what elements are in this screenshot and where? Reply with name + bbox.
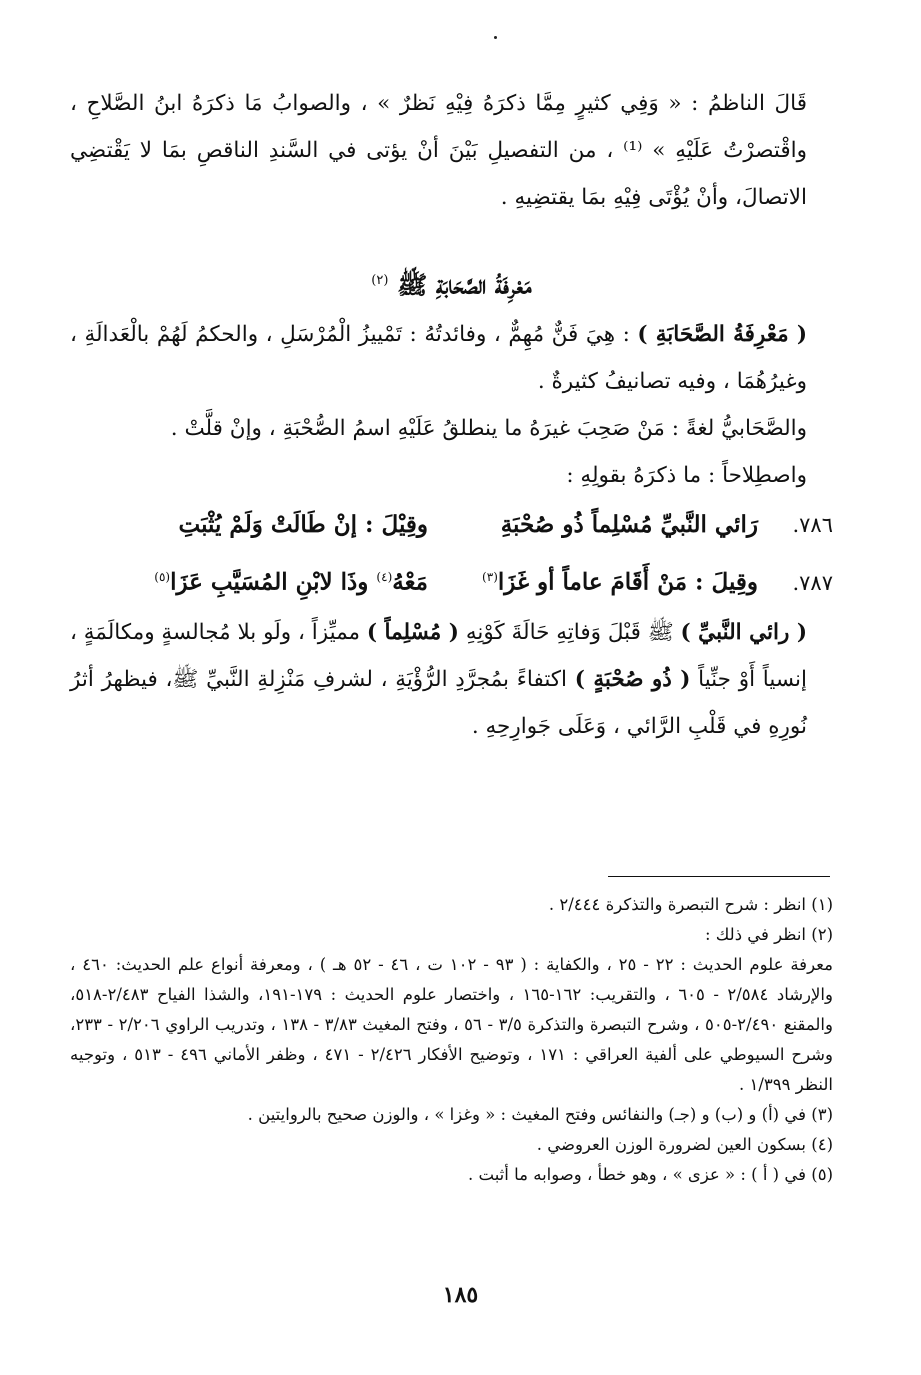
footnotes — [70, 890, 833, 1190]
term-bold: ( مَعْرِفَةُ الصَّحَابَةِ ) — [637, 322, 807, 348]
verse-hemistich-2: وقِيْلَ : إنْ طَالَتْ وَلَمْ يُثْبَتِ — [178, 511, 428, 539]
verse-text: وقِيلَ : مَنْ أَقَامَ عاماً أو غَزَا — [497, 568, 758, 596]
page-number: ١٨٥ — [442, 1282, 479, 1308]
verse-787 — [70, 551, 833, 609]
footnote-ref: (٣) — [482, 570, 498, 585]
footnote-2-sources: معرفة علوم الحديث : ٢٢ - ٢٥ ، والكفاية : ( ٩٣ - ١٠٢ ت ، ٤٦ - ٥٢ هـ ) ، ومعرفة أنواع علم الحديث: ٤٦٠ ، والإرشاد ٢/٥٨٤ - ٦٠٥ ، والتقريب: ١٦٢-١٦٥ ، واختصار علوم الحديث : ١٧٩-١٩١، والشذا الفياح ٢/٤٨٣-٥١٨، والمقنع ٢/٤٩٠-٥٠٥ ، وشرح التبصرة والتذكرة ٣/٥ - ٥٦ ، وفتح المغيث ٣/٨٣ - ١٣٨ ، وتدريب الراوي ٢/٢٠٦ - ٢٣٣، وشرح السيوطي على ألفية العراقي : ١٧١ ، وتوضيح الأفكار ٢/٤٢٦ - ٤٧١ ، وظفر الأماني ٤٩٦ - ٥١٣ ، وتوجيه النظر ١/٣٩٩ . — [70, 955, 833, 1094]
section-heading-text: مَعْرِفَةُ الصَّحَابَةِ ﷺ — [397, 270, 532, 300]
verse-number: ٧٨٦. — [792, 513, 833, 538]
footnote-1: (١) انظر : شرح التبصرة والتذكرة ٢/٤٤٤ . — [548, 895, 833, 914]
verse-text: وذَا لابْنِ المُسَيَّبِ عَزَا — [170, 568, 377, 596]
paragraph-5-text: ﷺ قَبْلَ وَفاتِهِ حَالَةَ كَوْنِهِ — [458, 619, 681, 645]
footnote-ref: (٤) — [376, 570, 393, 585]
term-bold: ( رائي النَّبيِّ ) — [680, 619, 807, 645]
footnote-ref: (٥) — [154, 570, 171, 585]
footnote-3: (٣) في (أ) و (ب) و (جـ) والنفائس وفتح المغيث : « وغزا » ، والوزن صحيح بالروايتين . — [247, 1105, 833, 1124]
term-bold: ( ذُو صُحْبَةٍ ) — [574, 666, 691, 692]
page-mark — [494, 36, 497, 39]
footnote-5: (٥) في ( أ ) : « عزى » ، وهو خطأ ، وصوابه ما أثبت . — [468, 1165, 833, 1184]
verse-hemistich-2 — [70, 551, 428, 609]
verse-hemistich-1 — [428, 551, 758, 609]
verse-hemistich-1: رَائي النَّبيِّ مُسْلِماً ذُو صُحْبَةِ — [500, 511, 758, 539]
paragraph-5 — [70, 609, 833, 750]
term-bold: ( مُسْلِماً ) — [366, 619, 459, 645]
paragraph-2 — [70, 311, 833, 405]
paragraph-4: واصطِلاحاً : ما ذكرَهُ بقولِهِ : — [566, 463, 807, 489]
paragraph-3: والصَّحَابيُّ لغةً : مَنْ صَحِبَ غيرَهُ ما ينطلقُ عَلَيْهِ اسمُ الصُّحْبَةِ ، وإنْ قلَّتْ . — [170, 416, 807, 442]
paragraph-1: قَالَ الناظمُ : « وَفِي كثيرٍ مِمَّا ذكرَهُ فِيْهِ نَظرٌ » ، والصوابُ مَا ذكرَهُ ابنُ الصَّلاحِ ، واقْتصرْتُ عَلَيْهِ » ⁽¹⁾ ، من التفصيلِ بَيْنَ أنْ يؤتى في السَّندِ الناقصِ بمَا لا يَقْتضِي الاتصالَ، وأنْ يُؤْتَى فِيْهِ بمَا يقتضِيهِ . — [70, 91, 807, 210]
section-heading — [70, 261, 833, 305]
verse-text: مَعْهُ — [392, 568, 428, 596]
footnote-2: (٢) انظر في ذلك : — [704, 925, 833, 944]
verse-number: ٧٨٧. — [792, 570, 833, 595]
paragraph-2-text: : هِيَ فَنٌّ مُهِمٌّ ، وفائدتُهُ : تَمْييزُ الْمُرْسَلِ ، والحكمُ لَهُمْ بالْعَدالَةِ ، وغيرُهُمَا ، وفيه تصانيفُ كثيرةٌ . — [70, 322, 807, 395]
paragraph-5-text: مميِّزاً ، ولَو بلا مُجالسةٍ ومكالَمَةٍ ، إنسياً أَوْ جنِّياً — [69, 619, 807, 692]
paragraph-5-text: اكتفاءً بمُجرَّدِ الرُّؤْيَةِ ، لشرفِ مَنْزِلةِ النَّبيِّ ﷺ، فيظهرُ أثرُ نُورِهِ في قَلْبِ الرَّائي ، وَعَلَى جَوارِحِهِ . — [70, 666, 807, 739]
footnote-separator — [608, 876, 830, 877]
main-text — [70, 80, 833, 750]
footnote-4: (٤) بسكون العين لضرورة الوزن العروضي . — [536, 1135, 833, 1154]
verse-786 — [70, 499, 833, 551]
heading-footnote-ref: (٢) — [371, 273, 389, 288]
